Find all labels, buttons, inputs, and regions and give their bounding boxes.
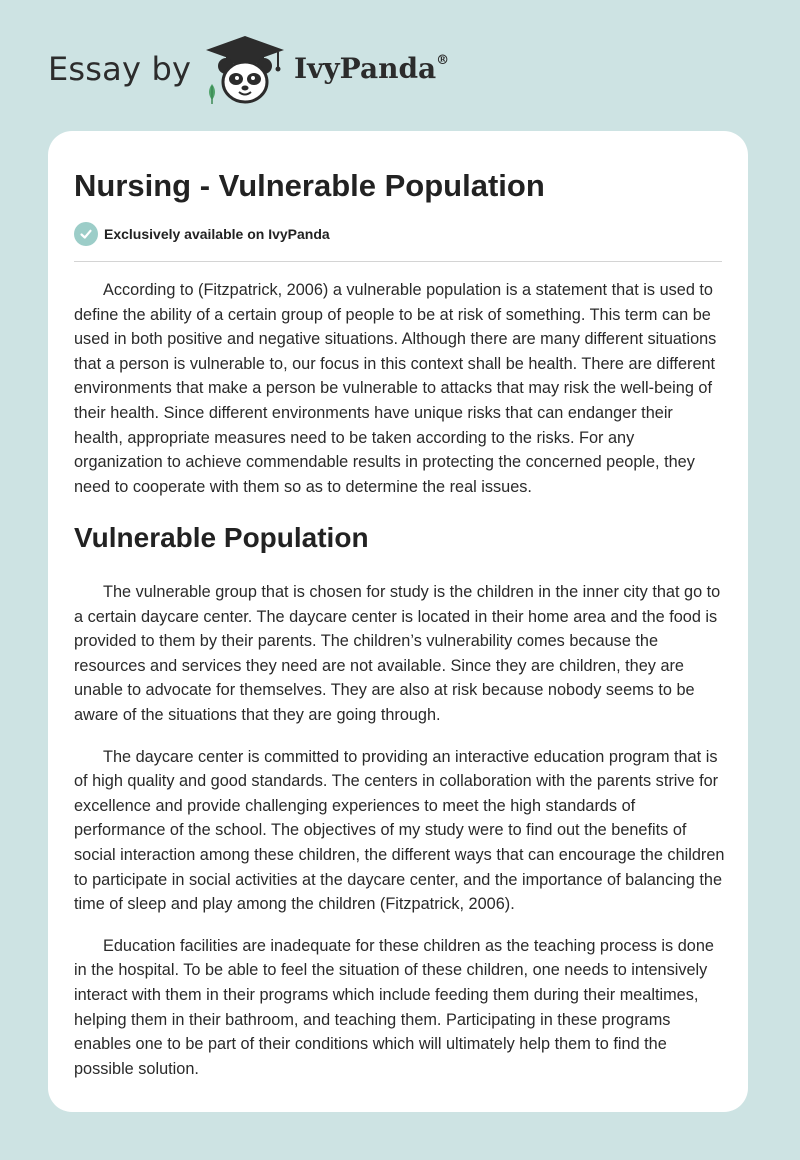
site-header xyxy=(0,0,800,130)
paragraph: The vulnerable group that is chosen for study is the children in the inner city that go to a certain daycare center. The daycare center is located in their home area and the food is provided to them by their parents. The children’s vulnerability comes because the resources and services they need are not available. Since they are children, they are unable to advocate for themselves. They are also at risk because nobody seems to be aware of the situations that they are going through. xyxy=(74,583,721,724)
article-card xyxy=(48,131,748,1112)
exclusive-badge xyxy=(74,222,330,246)
paragraph: According to (Fitzpatrick, 2006) a vulnerable population is a statement that is used to define the ability of a certain group of people to be at risk of something. This term can be used in both positive and negative situations. Although there are many different situations that a person is vulnerable to, our focus in this context shall be health. There are different environments that make a person be vulnerable to attacks that may risk the well-being of their health. Since different environments have unique risks that can endanger their health, appropriate measures need to be taken according to the risks. For any organization to achieve commendable results in protecting the concerned people, they need to cooperate with them so as to determine the real issues. xyxy=(74,281,717,496)
badge-text: Exclusively available on IvyPanda xyxy=(104,226,330,242)
page-title: Nursing - Vulnerable Population xyxy=(74,168,545,203)
registered-mark: ® xyxy=(436,53,450,68)
paragraph: The daycare center is committed to providing an interactive education program that is of high quality and good standards. The centers in collaboration with the parents strive for excellence and provide challenging experiences to meet the high standards of performance of the school. The objectives of my study were to find out the benefits of social interaction among these children, the different ways that can encourage the children to participate in social activities at the daycare center, and the importance of balancing the time of sleep and play among the children (Fitzpatrick, 2006). xyxy=(74,747,725,914)
intro-section xyxy=(74,278,726,516)
paragraph: Education facilities are inadequate for these children as the teaching process is done in the hospital. To be able to feel the situation of these children, one needs to intensively interact with them in their programs which include feeding them during their mealtimes, helping them in their bathroom, and teaching them. Participating in these programs enables one to be part of their conditions which will ultimately help them to find the possible solution. xyxy=(74,936,714,1078)
panda-graduate-icon xyxy=(204,34,286,106)
check-circle-icon xyxy=(74,222,98,246)
section-heading: Vulnerable Population xyxy=(74,522,369,553)
brand-prefix: Essay by xyxy=(48,50,192,88)
section-body xyxy=(74,580,726,1098)
divider xyxy=(74,261,722,262)
brand-name[interactable]: IvyPanda® xyxy=(294,52,450,85)
